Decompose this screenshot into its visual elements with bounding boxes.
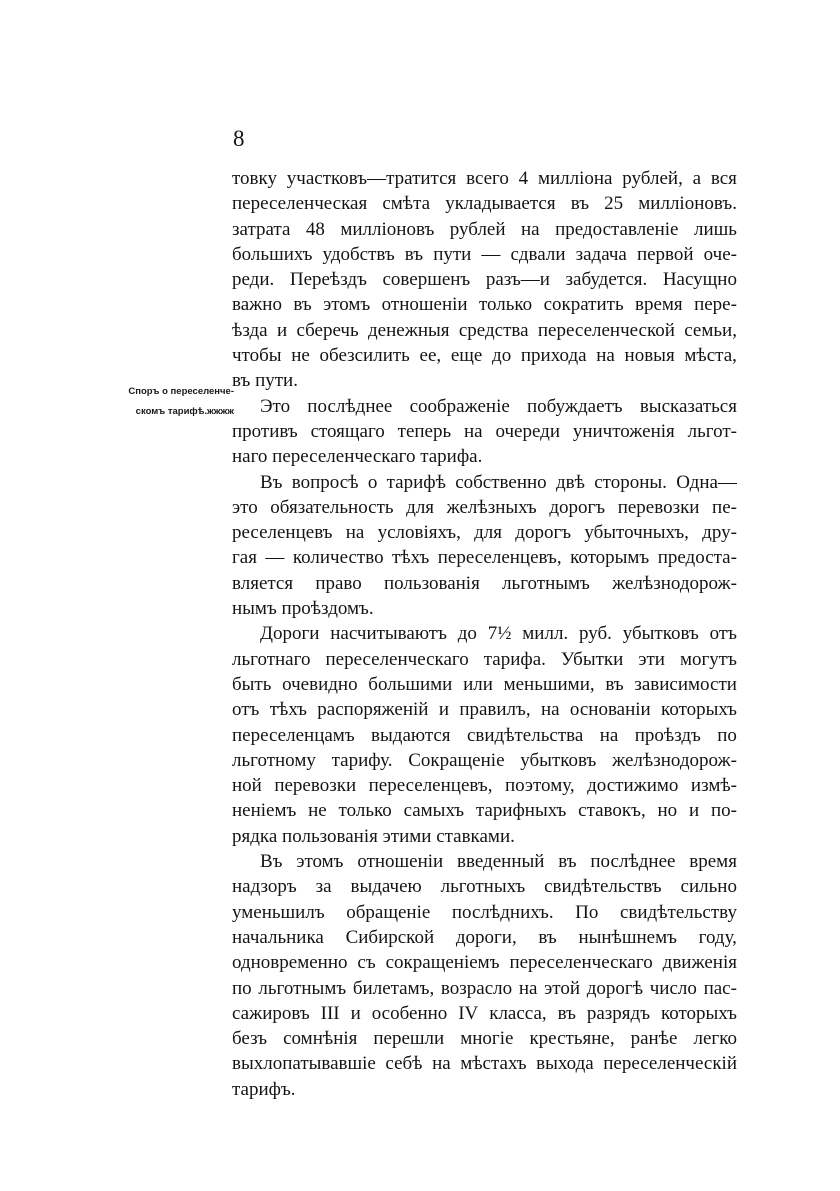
text-line: въ пути. (232, 370, 298, 392)
paragraph (232, 394, 737, 470)
text-line: начальника Сибирской дороги, въ нынѣшнемъ году, (232, 926, 737, 948)
text-line: затрата 48 милліоновъ рублей на предоставленіе лишь (232, 218, 737, 240)
text-line: тарифъ. (232, 1078, 296, 1100)
text-line: уменьшилъ обращеніе послѣднихъ. По свидѣтельству (232, 901, 737, 923)
text-line: вляется право пользованія льготнымъ желѣзнодорож- (232, 572, 737, 594)
text-line: переселенческая смѣта укладывается въ 25 милліоновъ. (232, 193, 737, 215)
text-line: большихъ удобствъ въ пути — сдвали задача первой оче- (232, 243, 737, 265)
text-line: товку участковъ—тратится всего 4 милліона рублей, а вся (232, 168, 737, 189)
text-line: Въ этомъ отношеніи введенный въ послѣднее время (260, 851, 737, 873)
text-line: неніемъ не только самыхъ тарифныхъ ставокъ, но и по- (232, 800, 737, 822)
text-line: надзоръ за выдачею льготныхъ свидѣтельствъ сильно (232, 876, 737, 898)
text-line: Въ вопросѣ о тарифѣ собственно двѣ стороны. Одна— (260, 471, 737, 493)
text-line: безъ сомнѣнія перешли многіе крестьяне, ранѣе легко (232, 1028, 737, 1050)
margin-note (84, 382, 234, 422)
text-line: сажировъ III и особенно IV класса, въ разрядъ которыхъ (232, 1002, 737, 1024)
paragraph (232, 621, 737, 849)
text-line: выхлопатывавшіе себѣ на мѣстахъ выхода переселенческій (232, 1053, 737, 1075)
text-line: Это послѣднее соображеніе побуждаетъ высказаться (260, 395, 737, 417)
text-line: отъ тѣхъ распоряженій и правилъ, на основаніи которыхъ (232, 699, 737, 721)
paragraph (232, 849, 737, 1102)
text-line: льготному тарифу. Сокращеніе убытковъ желѣзнодорож- (232, 749, 737, 771)
text-line: переселенцамъ выдаются свидѣтельства на проѣздъ по (232, 724, 737, 746)
text-line: реди. Переѣздъ совершенъ разъ—и забудется. Насущно (232, 269, 737, 291)
text-line: важно въ этомъ отношеніи только сократить время пере- (232, 294, 737, 316)
margin-note-line: скомъ тарифѣ.жжжж (135, 406, 234, 417)
paragraph (232, 470, 737, 622)
text-line: ѣзда и сберечь денежныя средства переселенческой семьи, (232, 319, 737, 341)
text-line: нымъ проѣздомъ. (232, 598, 374, 620)
text-line: по льготнымъ билетамъ, возрасло на этой дорогѣ число пас- (232, 977, 737, 999)
paragraph (232, 166, 737, 394)
text-line: Дороги насчитываютъ до 7½ милл. руб. убытковъ отъ (260, 623, 737, 645)
text-line: одновременно съ сокращеніемъ переселенческаго движенія (232, 952, 737, 974)
text-line: быть очевидно большими или меньшими, въ зависимости (232, 673, 737, 695)
text-line: рядка пользованія этими ставками. (232, 825, 515, 847)
text-line: льготнаго переселенческаго тарифа. Убытки эти могутъ (232, 648, 737, 670)
text-line: наго переселенческаго тарифа. (232, 446, 483, 468)
text-line: гая — количество тѣхъ переселенцевъ, которымъ предоста- (232, 547, 737, 569)
text-line: это обязательность для желѣзныхъ дорогъ перевозки пе- (232, 496, 737, 518)
text-line: противъ стоящаго теперь на очереди уничтоженія льгот- (232, 420, 737, 442)
text-line: ной перевозки переселенцевъ, поэтому, достижимо измѣ- (232, 775, 737, 797)
text-line: реселенцевъ на условіяхъ, для дорогъ убыточныхъ, дру- (232, 522, 737, 544)
page-number: 8 (233, 126, 245, 151)
text-line: чтобы не обезсилить ее, еще до прихода на новыя мѣста, (232, 345, 737, 367)
body-text (232, 166, 737, 1102)
margin-note-line: Споръ о переселенче- (128, 386, 234, 397)
